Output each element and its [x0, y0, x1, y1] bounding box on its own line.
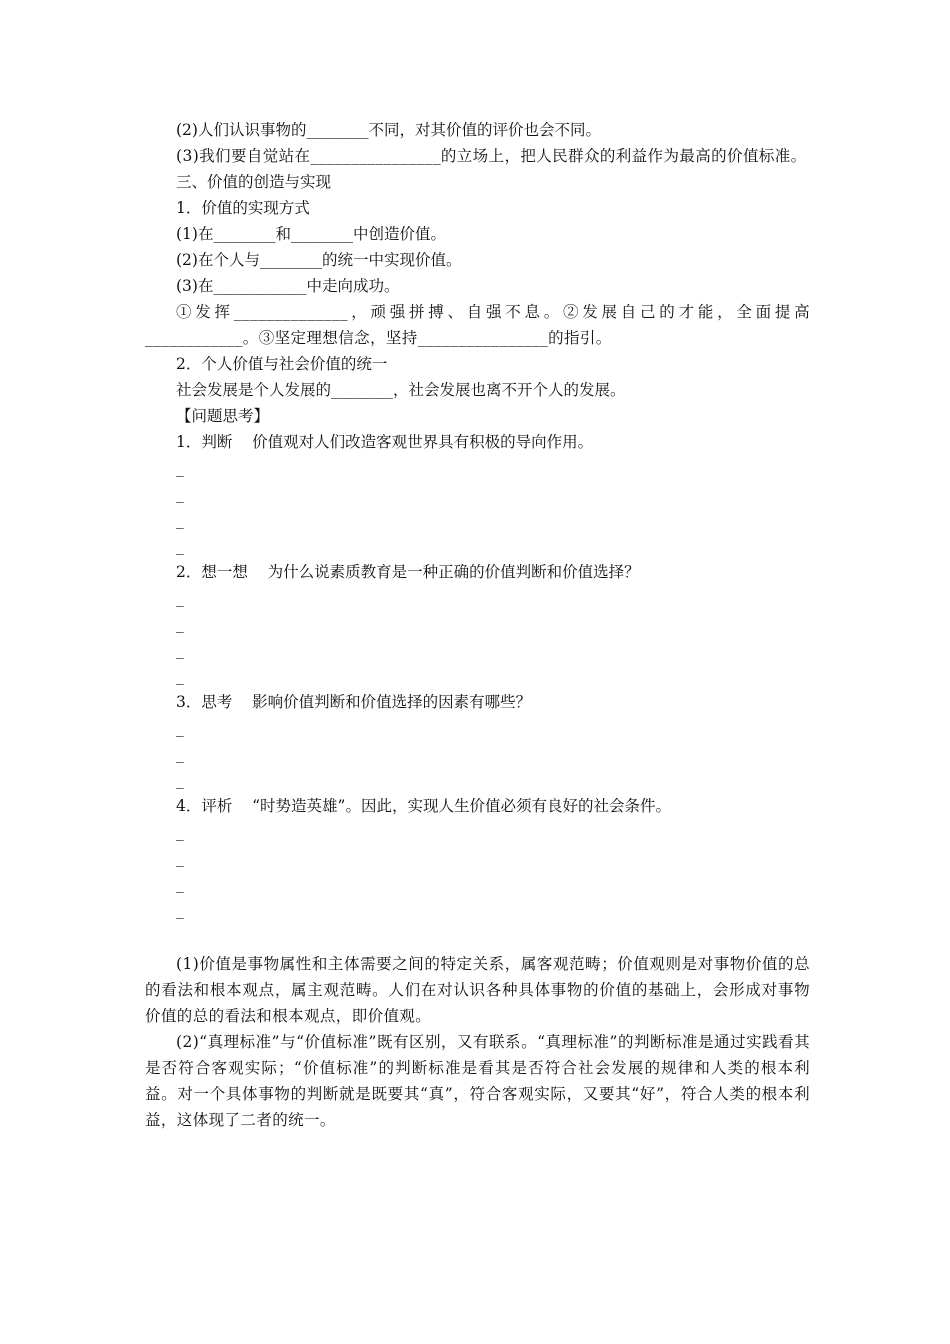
- answer-blank-line[interactable]: _: [176, 485, 184, 503]
- question-2-label: 2．想一想: [176, 563, 248, 581]
- question-3-prompt: [145, 689, 810, 715]
- answer-paragraph-2: (2)“真理标准”与“价值标准”既有区别，又有联系。“真理标准”的判断标准是通过实践看其是否符合客观实际；“价值标准”的判断标准是看其是否符合社会发展的规律和人类的根本利益。对一个具体事物的判断就是既要其“真”，符合客观实际，又要其“好”，符合人类的根本利益，这体现了二者的统一。: [145, 1033, 810, 1129]
- section-heading-value-creation: 三、价值的创造与实现: [176, 173, 332, 191]
- question-4-label: 4．评析: [176, 797, 233, 815]
- item-3-standpoint: (3)我们要自觉站在________________的立场上，把人民群众的利益作为最高的价值标准。: [176, 147, 807, 165]
- question-2-prompt: [145, 559, 810, 585]
- question-3: [145, 689, 810, 793]
- answer-blank-line[interactable]: _: [176, 667, 184, 685]
- question-4: [145, 793, 810, 923]
- question-2: [145, 559, 810, 689]
- answer-blank-line[interactable]: _: [176, 537, 184, 555]
- answer-blank-line[interactable]: _: [176, 589, 184, 607]
- answer-blank-line[interactable]: _: [176, 771, 184, 789]
- item-2-evaluation: (2)人们认识事物的________不同，对其价值的评价也会不同。: [176, 121, 601, 139]
- answer-blank-line[interactable]: _: [176, 875, 184, 893]
- question-3-text: 影响价值判断和价值选择的因素有哪些？: [252, 693, 532, 711]
- subheading-realization-ways: 1．价值的实现方式: [176, 199, 310, 217]
- document-page: [145, 117, 810, 1133]
- success-details: ①发挥______________，顽强拼搏、自强不息。②发展自己的才能，全面提高____________。③坚定理想信念，坚持________________的指引。: [145, 303, 810, 347]
- answer-blank-line[interactable]: _: [176, 823, 184, 841]
- question-4-prompt: [145, 793, 810, 819]
- question-3-label: 3．思考: [176, 693, 233, 711]
- question-2-text: 为什么说素质教育是一种正确的价值判断和价值选择？: [267, 563, 640, 581]
- item-2-realize-value: (2)在个人与________的统一中实现价值。: [176, 251, 462, 269]
- item-3-success: (3)在____________中走向成功。: [176, 277, 400, 295]
- subheading-value-unity: 2．个人价值与社会价值的统一: [176, 355, 388, 373]
- answer-blank-line[interactable]: _: [176, 459, 184, 477]
- question-4-text: “时势造英雄”。因此，实现人生价值必须有良好的社会条件。: [252, 797, 671, 815]
- item-1-create-value: (1)在________和________中创造价值。: [176, 225, 446, 243]
- answer-blank-line[interactable]: _: [176, 849, 184, 867]
- unity-statement: 社会发展是个人发展的________，社会发展也离不开个人的发展。: [176, 381, 626, 399]
- question-section-title: 【问题思考】: [176, 407, 270, 425]
- answer-blank-line[interactable]: _: [176, 719, 184, 737]
- answer-paragraph-1: (1)价值是事物属性和主体需要之间的特定关系，属客观范畴；价值观则是对事物价值的总的看法和根本观点，属主观范畴。人们在对认识各种具体事物的价值的基础上，会形成对事物价值的总的看法和根本观点，即价值观。: [145, 955, 810, 1025]
- answer-blank-line[interactable]: _: [176, 901, 184, 919]
- question-1-label: 1．判断: [176, 433, 233, 451]
- answer-blank-line[interactable]: _: [176, 615, 184, 633]
- question-1-text: 价值观对人们改造客观世界具有积极的导向作用。: [252, 433, 594, 451]
- answer-blank-line[interactable]: _: [176, 745, 184, 763]
- question-1: [145, 429, 810, 559]
- answer-blank-line[interactable]: _: [176, 641, 184, 659]
- question-1-prompt: [145, 429, 810, 455]
- answer-blank-line[interactable]: _: [176, 511, 184, 529]
- section-gap: [145, 923, 810, 951]
